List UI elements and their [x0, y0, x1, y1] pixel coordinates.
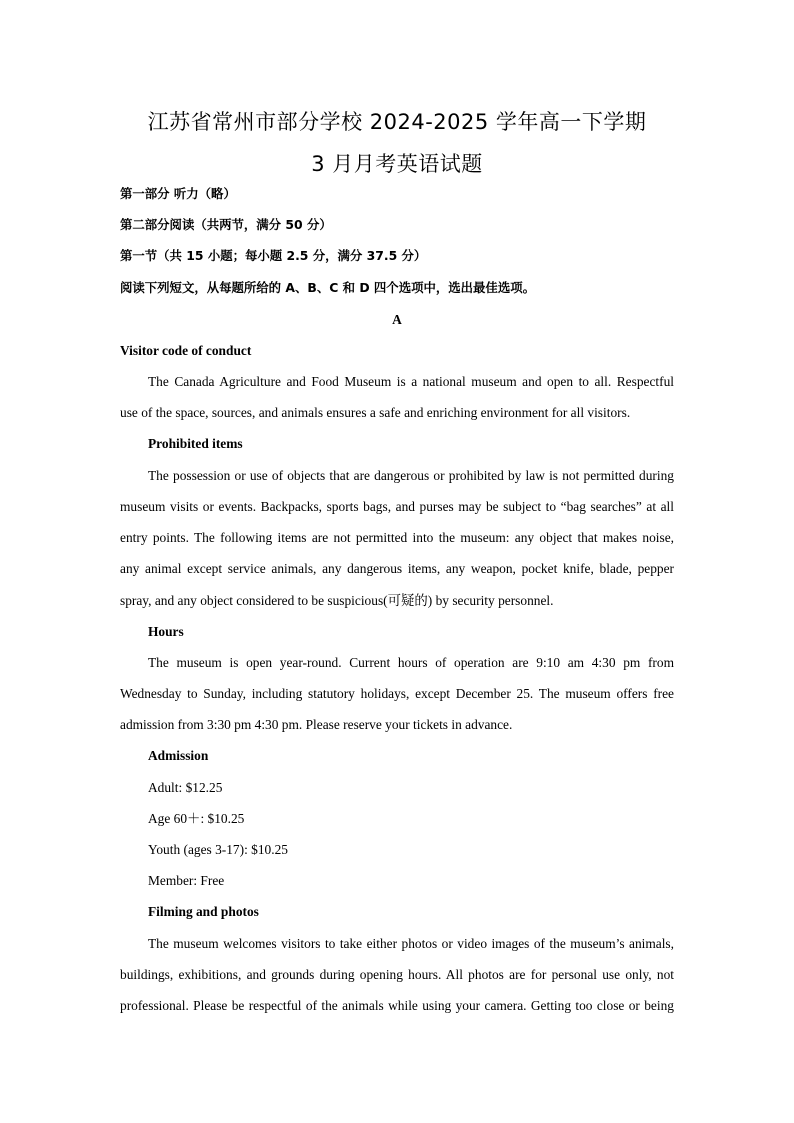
directions: 阅读下列短文，从每题所给的 A、B、C 和 D 四个选项中，选出最佳选项。	[120, 280, 535, 295]
section1-heading: 第一节（共 15 小题；每小题 2.5 分，满分 37.5 分）	[120, 248, 427, 263]
admission-item: Youth (ages 3-17): $10.25	[148, 842, 288, 857]
passage-label: A	[392, 312, 402, 327]
hours-line: admission from 3:30 pm 4:30 pm. Please reserve your tickets in advance.	[120, 717, 513, 732]
filming-line: buildings, exhibitions, and grounds during opening hours. All photos are for personal use only, not	[120, 967, 674, 982]
intro-line: The Canada Agriculture and Food Museum is a national museum and open to all. Respectful	[148, 374, 674, 389]
prohibited-line: any animal except service animals, any dangerous items, any weapon, pocket knife, blade, pepper	[120, 561, 674, 576]
filming-line: The museum welcomes visitors to take either photos or video images of the museum’s animals,	[148, 936, 674, 951]
part2-heading: 第二部分阅读（共两节，满分 50 分）	[120, 217, 332, 232]
hours-line: Wednesday to Sunday, including statutory holidays, except December 25. The museum offers free	[120, 686, 674, 701]
admission-item: Adult: $12.25	[148, 780, 223, 795]
prohibited-line: spray, and any object considered to be suspicious(可疑的) by security personnel.	[120, 593, 554, 608]
prohibited-line: museum visits or events. Backpacks, sports bags, and purses may be subject to “bag searches” at all	[120, 499, 674, 514]
filming-heading: Filming and photos	[148, 904, 259, 919]
document-subtitle: 3 月月考英语试题	[311, 152, 483, 176]
filming-line: professional. Please be respectful of the animals while using your camera. Getting too close or being	[120, 998, 674, 1013]
hours-line: The museum is open year-round. Current hours of operation are 9:10 am 4:30 pm from	[148, 655, 674, 670]
prohibited-heading: Prohibited items	[148, 436, 243, 451]
passage-heading: Visitor code of conduct	[120, 343, 252, 358]
hours-heading: Hours	[148, 624, 184, 639]
admission-item: Member: Free	[148, 873, 225, 888]
admission-item: Age 60＋: $10.25	[148, 811, 245, 826]
admission-heading: Admission	[148, 748, 209, 763]
document-title: 江苏省常州市部分学校 2024-2025 学年高一下学期	[147, 110, 647, 134]
prohibited-line: The possession or use of objects that are dangerous or prohibited by law is not permitted during	[148, 468, 674, 483]
intro-line: use of the space, sources, and animals ensures a safe and enriching environment for all visitors.	[120, 405, 631, 420]
part1-heading: 第一部分 听力（略）	[120, 186, 236, 201]
prohibited-line: entry points. The following items are not permitted into the museum: any object that makes noise,	[120, 530, 674, 545]
